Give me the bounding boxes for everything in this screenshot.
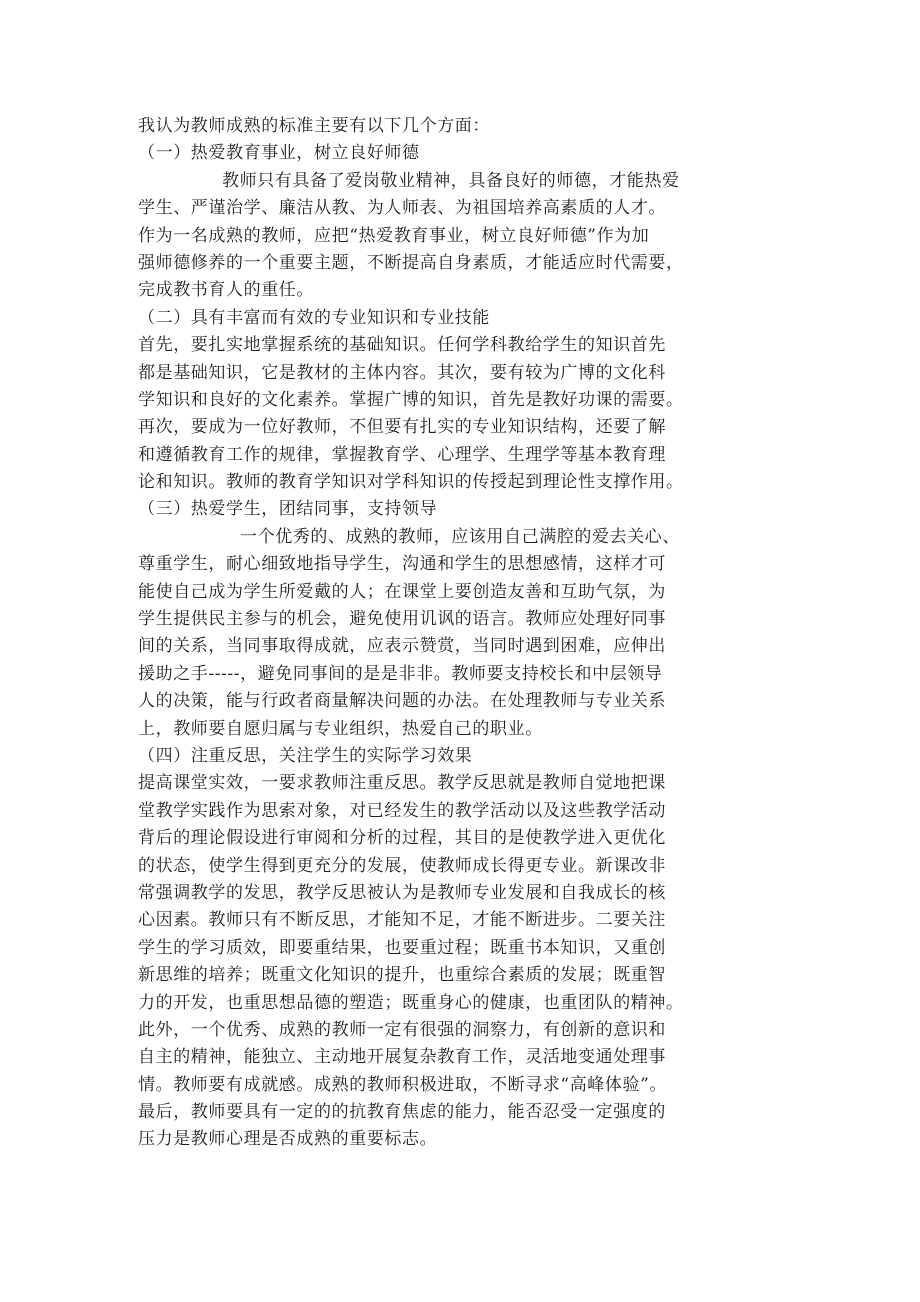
paragraph-line: 上，教师要自愿归属与专业组织，热爱自己的职业。: [138, 718, 543, 739]
paragraph-line: 学生提供民主参与的机会，避免使用讥讽的语言。教师应处理好同事: [138, 609, 666, 630]
section-heading-3: （三）热爱学生，团结同事，支持领导: [138, 499, 438, 520]
paragraph-line: 最后，教师要具有一定的的抗教育焦虑的能力，能否忍受一定强度的: [138, 1102, 666, 1123]
paragraph-line: 自主的精神，能独立、主动地开展复杂教育工作，灵活地变通处理事: [138, 1047, 666, 1068]
paragraph-line: 作为一名成熟的教师，应把“热爱教育事业，树立良好师德”作为加: [138, 225, 650, 246]
paragraph-line: 论和知识。教师的教育学知识对学科知识的传授起到理论性支撑作用。: [138, 472, 684, 493]
paragraph-line: 新思维的培养；既重文化知识的提升，也重综合素质的发展；既重智: [138, 965, 666, 986]
paragraph-line: 堂教学实践作为思索对象，对已经发生的教学活动以及这些教学活动: [138, 800, 666, 821]
paragraph-line: 心因素。教师只有不断反思，才能知不足，才能不断进步。二要关注: [138, 910, 666, 931]
paragraph-line: 一个优秀的、成熟的教师，应该用自己满腔的爱去关心、: [240, 526, 680, 547]
section-heading-2: （二）具有丰富而有效的专业知识和专业技能: [138, 307, 490, 328]
paragraph-line: 强师德修养的一个重要主题，不断提高自身素质，才能适应时代需要，: [138, 252, 684, 273]
intro-line: 我认为教师成熟的标准主要有以下几个方面：: [138, 116, 490, 136]
document-body: [138, 113, 818, 1154]
paragraph-line: 的状态，使学生得到更充分的发展，使教师成长得更专业。新课改非: [138, 855, 666, 876]
paragraph-line: 常强调教学的发思，教学反思被认为是教师专业发展和自我成长的核: [138, 882, 666, 903]
paragraph-line: 学生、严谨治学、廉洁从教、为人师表、为祖国培养高素质的人才。: [138, 198, 666, 219]
paragraph-line: 提高课堂实效，一要求教师注重反思。教学反思就是教师自觉地把课: [138, 773, 666, 794]
paragraph-line: 尊重学生，耐心细致地指导学生，沟通和学生的思想感情，这样才可: [138, 554, 666, 575]
paragraph-line: 背后的理论假设进行审阅和分析的过程，其目的是使教学进入更优化: [138, 828, 666, 849]
paragraph-line: 间的关系，当同事取得成就，应表示赞赏，当同时遇到困难，应伸出: [138, 636, 666, 657]
section-heading-1: （一）热爱教育事业，树立良好师德: [138, 143, 420, 164]
paragraph-line: 和遵循教育工作的规律，掌握教育学、心理学、生理学等基本教育理: [138, 444, 666, 465]
paragraph-line: 此外，一个优秀、成熟的教师一定有很强的洞察力，有创新的意识和: [138, 1019, 666, 1040]
paragraph-line: 都是基础知识，它是教材的主体内容。其次，要有较为广博的文化科: [138, 362, 666, 383]
paragraph-line: 情。教师要有成就感。成熟的教师积极进取，不断寻求“高峰体验”。: [138, 1074, 667, 1095]
paragraph-line: 压力是教师心理是否成熟的重要标志。: [138, 1129, 438, 1150]
paragraph-line: 能使自己成为学生所爱戴的人；在课堂上要创造友善和互助气氛，为: [138, 581, 666, 602]
paragraph-line: 完成教书育人的重任。: [138, 280, 314, 301]
paragraph-line: 学知识和良好的文化素养。掌握广博的知识，首先是教好功课的需要。: [138, 389, 684, 410]
paragraph-line: 援助之手-----，避免同事间的是是非非。教师要支持校长和中层领导: [138, 663, 663, 684]
paragraph-line: 教师只有具备了爱岗敬业精神，具备良好的师德，才能热爱: [222, 170, 680, 191]
paragraph-line: 首先，要扎实地掌握系统的基础知识。任何学科教给学生的知识首先: [138, 335, 666, 356]
paragraph-line: 人的决策，能与行政者商量解决问题的办法。在处理教师与专业关系: [138, 691, 666, 712]
paragraph-line: 学生的学习质效，即要重结果，也要重过程；既重书本知识，又重创: [138, 937, 666, 958]
paragraph-line: 力的开发，也重思想品德的塑造；既重身心的健康，也重团队的精神。: [138, 992, 684, 1013]
section-heading-4: （四）注重反思，关注学生的实际学习效果: [138, 745, 473, 766]
paragraph-line: 再次，要成为一位好教师，不但要有扎实的专业知识结构，还要了解: [138, 417, 666, 438]
